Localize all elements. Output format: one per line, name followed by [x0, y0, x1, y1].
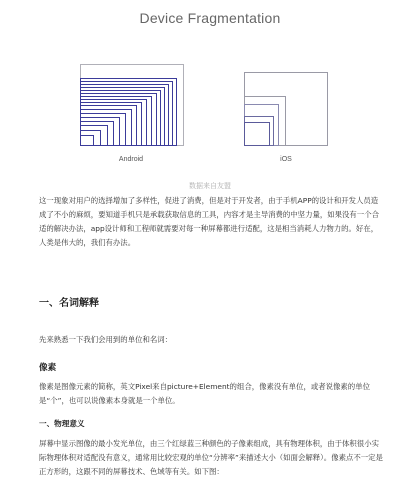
intro-paragraph: 这一现象对用户的选择增加了多样性，促进了消费，但是对于开发者，由于手机APP的设计和开发人员造成了不小的麻烦，要知道手机只是承载获取信息的工具，内容才是主导消费的中坚力量，如果没有一个合适的解决办法，app设计师和工程师就需要对每一种屏幕都进行适配，这是相当消耗人力物力的。好在，人类是伟大的，我们有办法。	[39, 196, 379, 247]
android-figure	[80, 64, 184, 146]
pixel-paragraph: 像素是图像元素的简称，英文Pixel来自picture+Element的组合，像素没有单位，或者说像素的单位是“个”，也可以说像素本身就是一个单位。	[39, 382, 370, 405]
ios-figure	[244, 72, 328, 146]
page-title: Device Fragmentation	[139, 10, 281, 26]
ios-label: iOS	[280, 156, 292, 163]
android-screen-outline	[80, 135, 94, 146]
ios-screen-outline	[244, 122, 270, 146]
section-lead: 先来熟悉一下我们会用到的单位和名词：	[39, 335, 173, 344]
section-heading: 一、名词解释	[39, 298, 99, 309]
physical-meaning-heading: 一、物理意义	[39, 419, 85, 428]
image-caption: 数据来自友盟	[189, 182, 231, 190]
physical-meaning-paragraph: 屏幕中显示图像的最小发光单位，由三个红绿蓝三种颜色的子像素组成，具有物理体积，由于体积很小实际物理体积对适配没有意义，通常用比较宏观的单位“分辨率”来描述大小（如面会解释）。像素点不一定是正方形的，这跟不同的屏幕技术、色域等有关。如下图：	[39, 439, 383, 476]
pixel-heading: 像素	[39, 363, 57, 373]
android-label: Android	[118, 156, 144, 163]
